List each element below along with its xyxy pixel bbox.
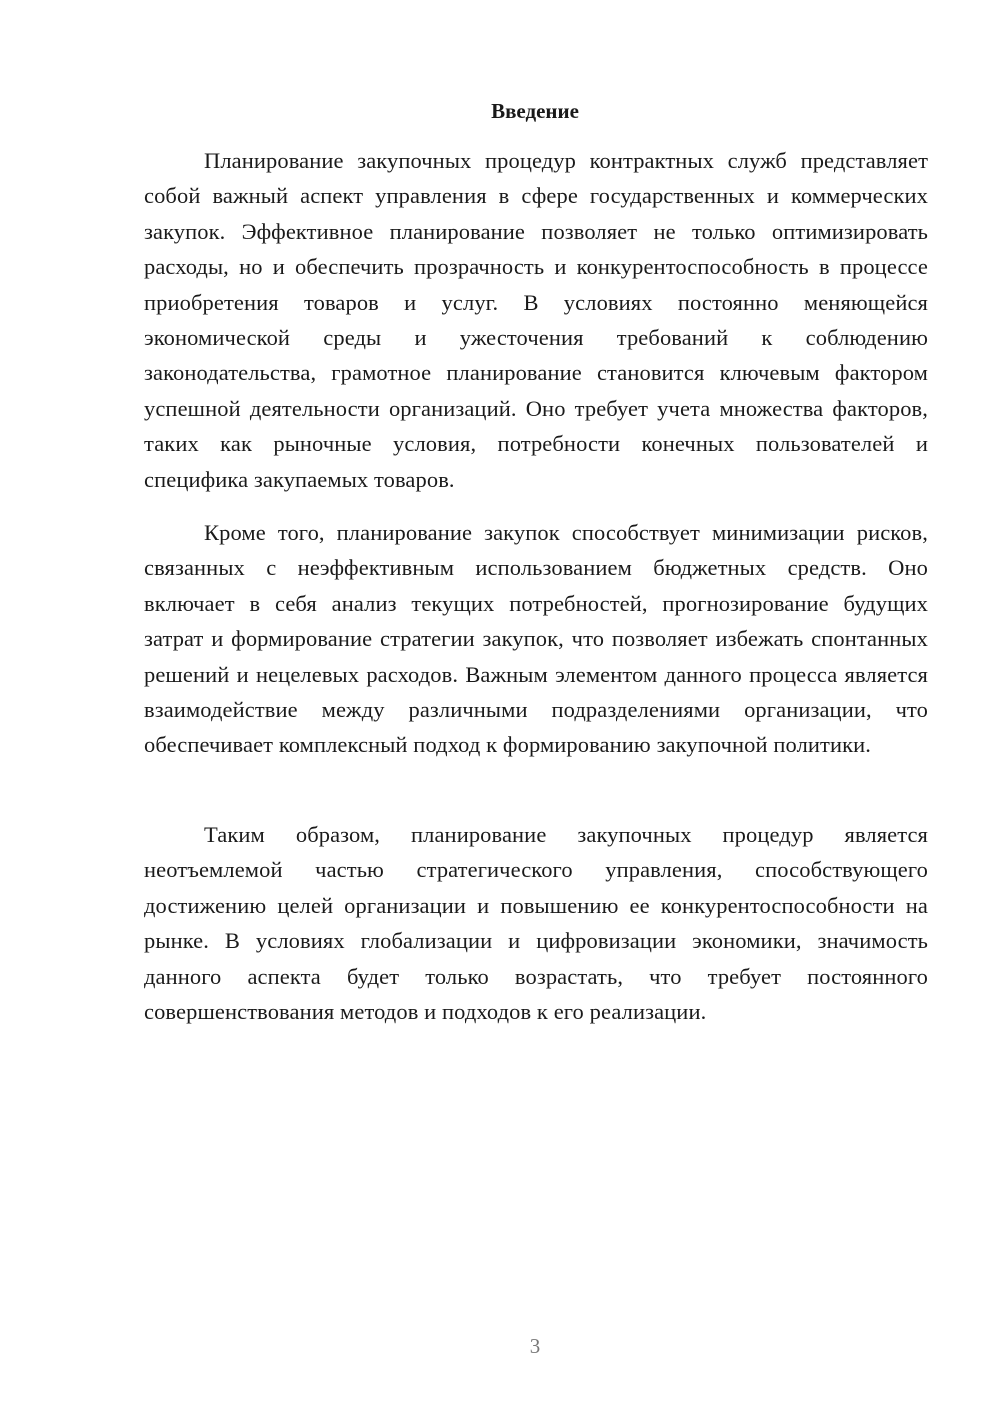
paragraph-3: Таким образом, планирование закупочных процедур является неотъемлемой частью стратегического управления, способствующего достижению целей организации и повышению ее конкурентоспособности на рынке. В условиях глобализации и цифровизации экономики, значимость данного аспекта будет только возрастать, что требует постоянного совершенствования методов и подходов к его реализации. [144,822,928,1025]
page-number: 3 [529,1334,541,1358]
section-heading: Введение [491,99,579,123]
paragraph-1: Планирование закупочных процедур контрактных служб представляет собой важный аспект управления в сфере государственных и коммерческих закупок. Эффективное планирование позволяет не только оптимизировать расходы, но и обеспечить прозрачность и конкурентоспособность в процессе приобретения товаров и услуг. В условиях постоянно меняющейся экономической среды и ужесточения требований к соблюдению законодательства, грамотное планирование становится ключевым фактором успешной деятельности организаций. Оно требует учета множества факторов, таких как рыночные условия, потребности конечных пользователей и специфика закупаемых товаров. [144,148,928,492]
paragraph-2: Кроме того, планирование закупок способствует минимизации рисков, связанных с неэффективным использованием бюджетных средств. Оно включает в себя анализ текущих потребностей, прогнозирование будущих затрат и формирование стратегии закупок, что позволяет избежать спонтанных решений и нецелевых расходов. Важным элементом данного процесса является взаимодействие между различными подразделениями организации, что обеспечивает комплексный подход к формированию закупочной политики. [144,520,928,758]
